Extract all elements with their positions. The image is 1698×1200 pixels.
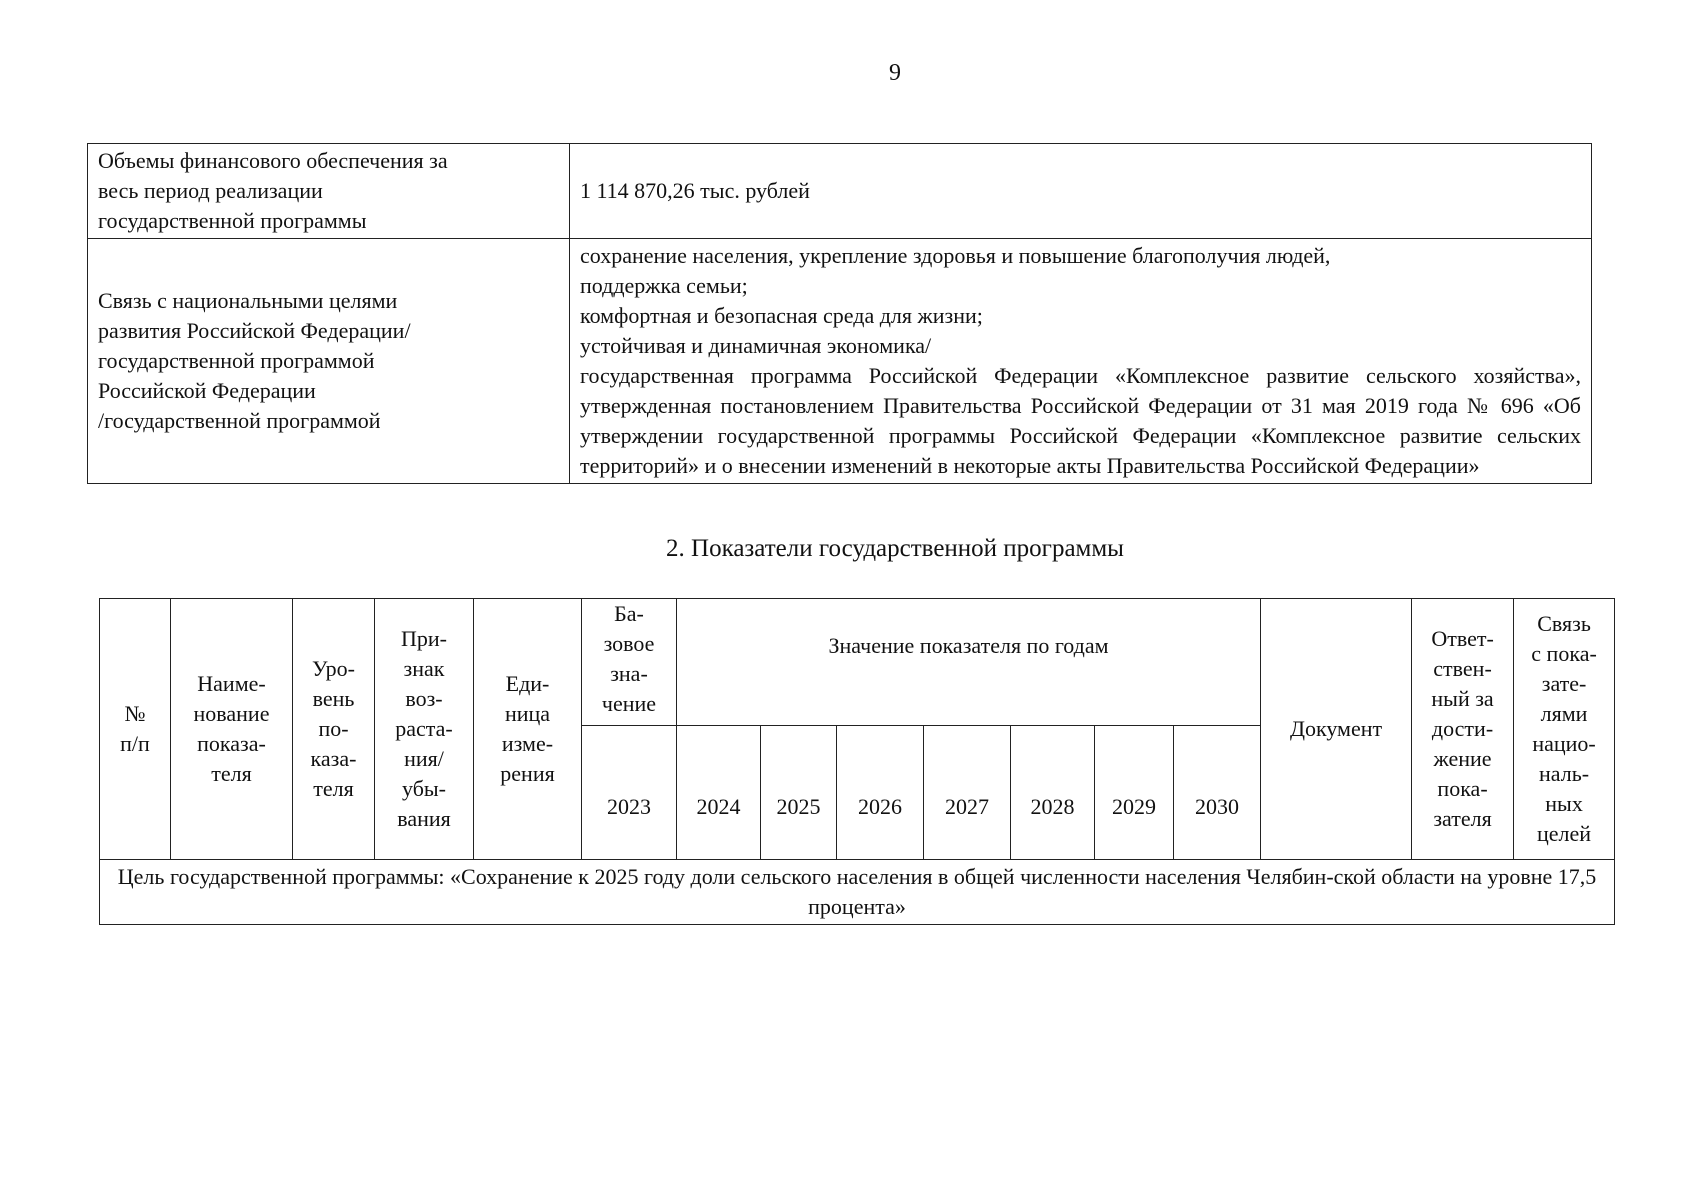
header-base-line: Ба- (614, 601, 644, 626)
header-unit-line: Еди- (505, 671, 550, 696)
indicators-table (99, 598, 1615, 925)
year-2029: 2029 (1095, 726, 1174, 860)
header-num-line: № (124, 701, 146, 726)
program-goal: Цель государственной программы: «Сохранение к 2025 году доли сельского населения в общей численности населения Челябин-ской области на уровне 17,5 процента» (100, 860, 1615, 925)
header-name-line: Наиме- (197, 671, 266, 696)
funding-label (88, 144, 570, 239)
header-responsible-line: жение (1433, 746, 1492, 771)
header-link-line: с пока- (1531, 641, 1597, 666)
header-link-line: Связь (1537, 611, 1591, 636)
header-trend-line: раста- (395, 716, 453, 741)
national-goal-line: сохранение населения, укрепление здоровья и повышение благополучия людей, (580, 243, 1331, 268)
header-link-line: нацио- (1532, 731, 1596, 756)
header-link-line: наль- (1539, 761, 1590, 786)
header-responsible-line: ный за (1431, 686, 1494, 711)
header-base-line: чение (601, 691, 657, 716)
funding-value: 1 114 870,26 тыс. рублей (570, 144, 1592, 239)
header-level-line: Уро- (312, 656, 355, 681)
header-unit-line: рения (500, 761, 555, 786)
base-year: 2023 (582, 726, 677, 860)
header-responsible-line: зателя (1433, 806, 1492, 831)
funding-label-line: Объемы финансового обеспечения за (98, 148, 448, 173)
funding-row (88, 144, 1592, 239)
header-link-line: лями (1540, 701, 1588, 726)
header-trend-line: При- (401, 626, 447, 651)
year-2026: 2026 (837, 726, 924, 860)
header-name-line: теля (211, 761, 252, 786)
header-level-line: вень (312, 686, 355, 711)
national-goal-line: поддержка семьи; (580, 273, 748, 298)
header-level-line: каза- (310, 746, 357, 771)
header-level (293, 599, 375, 860)
header-level-line: по- (318, 716, 349, 741)
header-responsible-line: дости- (1431, 716, 1494, 741)
year-2030: 2030 (1174, 726, 1261, 860)
national-goals-row (88, 239, 1592, 484)
header-link-line: целей (1537, 821, 1592, 846)
header-unit-line: изме- (501, 731, 554, 756)
national-goals-value (570, 239, 1592, 484)
header-trend-line: ния/ (404, 746, 444, 771)
header-level-line: теля (313, 776, 354, 801)
national-goals-label-line: Связь с национальными целями (98, 288, 398, 313)
header-link-line: зате- (1541, 671, 1587, 696)
header-values-by-years: Значение показателя по годам (677, 599, 1261, 726)
section-title: 2. Показатели государственной программы (666, 535, 1124, 562)
year-2028: 2028 (1011, 726, 1095, 860)
header-base-line: зовое (603, 631, 655, 656)
header-responsible-line: пока- (1437, 776, 1488, 801)
header-row (100, 599, 1615, 726)
header-document: Документ (1261, 599, 1412, 860)
header-num (100, 599, 171, 860)
state-program-reference: государственная программа Российской Федерации «Комплексное развитие сельского хозяйства», утвержденная постановлением Правительства Российской Федерации от 31 мая 2019 года № 696 «Об утверждении государственной программы Российской Федерации «Комплексное развитие сельских территорий» и о внесении изменений в некоторые акты Правительства Российской Федерации» (580, 363, 1581, 478)
year-2024: 2024 (677, 726, 761, 860)
header-base-value (582, 599, 677, 726)
program-passport-table (87, 143, 1592, 484)
header-link-line: ных (1545, 791, 1583, 816)
header-name-line: показа- (197, 731, 266, 756)
header-name (171, 599, 293, 860)
header-trend-line: воз- (405, 686, 443, 711)
header-responsible (1412, 599, 1514, 860)
national-goals-label-line: /государственной программой (98, 408, 381, 433)
national-goals-label-line: развития Российской Федерации/ (98, 318, 411, 343)
header-responsible-line: ствен- (1433, 656, 1492, 681)
funding-label-line: весь период реализации (98, 178, 323, 203)
header-national-goals-link (1514, 599, 1615, 860)
national-goal-line: устойчивая и динамичная экономика/ (580, 333, 932, 358)
header-trend-line: вания (397, 806, 451, 831)
header-unit (474, 599, 582, 860)
header-unit-line: ница (504, 701, 551, 726)
header-name-line: нование (193, 701, 270, 726)
header-num-line: п/п (120, 731, 150, 756)
header-trend (375, 599, 474, 860)
header-trend-line: убы- (401, 776, 446, 801)
national-goals-label-line: Российской Федерации (98, 378, 316, 403)
national-goal-line: комфортная и безопасная среда для жизни; (580, 303, 983, 328)
year-2027: 2027 (924, 726, 1011, 860)
national-goals-label-line: государственной программой (98, 348, 375, 373)
funding-label-line: государственной программы (98, 208, 367, 233)
goal-row (100, 860, 1615, 925)
year-2025: 2025 (761, 726, 837, 860)
header-responsible-line: Ответ- (1431, 626, 1494, 651)
header-base-line: зна- (610, 661, 648, 686)
page-number: 9 (889, 60, 901, 86)
header-trend-line: знак (403, 656, 445, 681)
national-goals-label (88, 239, 570, 484)
